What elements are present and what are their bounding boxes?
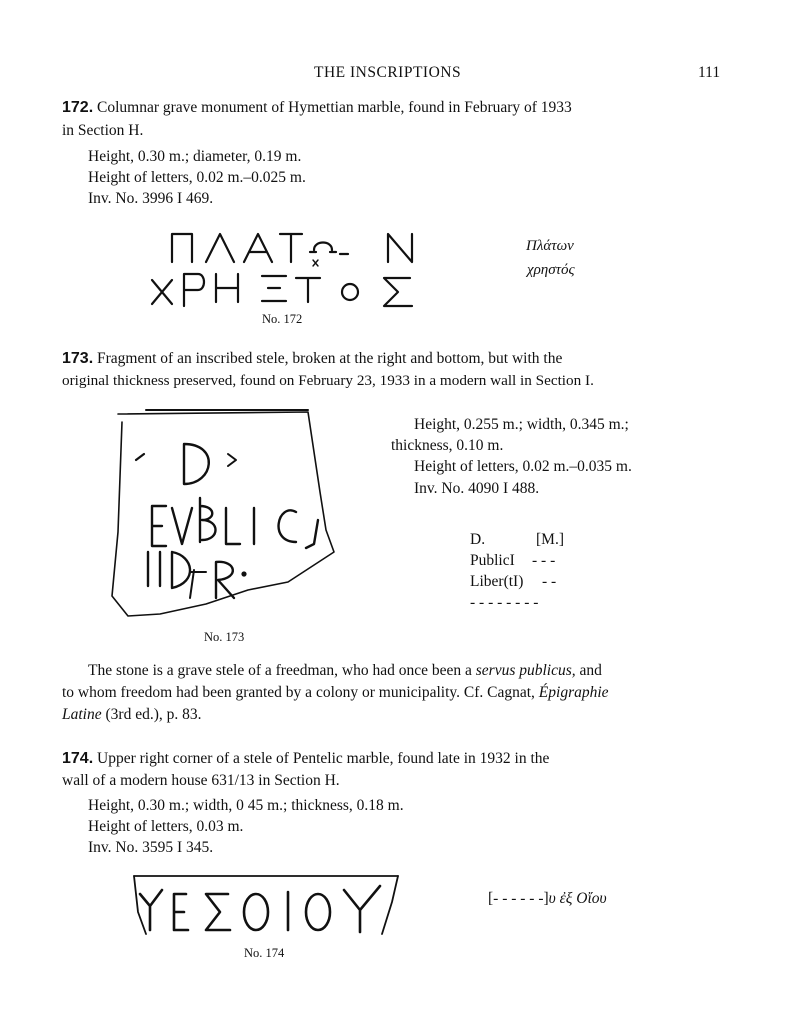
transcription-173-row3-a: Liber(tI) <box>470 573 524 590</box>
transcription-173-row2-b: - - - <box>532 552 556 569</box>
page-number: 111 <box>698 64 721 81</box>
entry-173-letter-height: Height of letters, 0.02 m.–0.035 m. <box>414 458 632 475</box>
entry-172-desc-line2: in Section H. <box>62 122 144 139</box>
comment-line1-italic: servus publicus, <box>475 662 576 679</box>
entry-173-dims-line1: Height, 0.255 m.; width, 0.345 m.; <box>414 416 629 433</box>
comment-line1-post: and <box>579 662 602 679</box>
entry-174-letter-height: Height of letters, 0.03 m. <box>88 818 244 835</box>
entry-172-description <box>62 97 724 119</box>
entry-174-inventory: Inv. No. 3595 I 345. <box>88 839 214 856</box>
entry-172-height: Height, 0.30 m.; diameter, 0.19 m. <box>88 148 302 165</box>
entry-173-inventory: Inv. No. 4090 I 488. <box>414 480 540 497</box>
entry-number-173: 173. <box>62 350 94 367</box>
entry-173-desc-line1: Fragment of an inscribed stele, broken at the right and bottom, but with the <box>97 350 563 367</box>
entry-172-transcription-line1: Πλάτων <box>526 238 574 254</box>
running-title: THE INSCRIPTIONS <box>314 64 462 81</box>
comment-line2-italic: Épigraphie <box>538 684 609 701</box>
entry-174-desc-line2: wall of a modern house 631/13 in Section H. <box>62 772 340 789</box>
entry-173-comment-line2 <box>62 682 609 703</box>
transcription-173-row1-a: D. <box>470 531 486 548</box>
transcription-173-row2-a: PublicI <box>470 552 515 569</box>
entry-173-comment-line3 <box>62 704 202 725</box>
entry-172-inventory: Inv. No. 3996 I 469. <box>88 190 214 207</box>
comment-line3-post: (3rd ed.), p. 83. <box>105 706 202 723</box>
inscription-drawing-174 <box>128 872 404 938</box>
entry-172-letter-height: Height of letters, 0.02 m.–0.025 m. <box>88 169 306 186</box>
entry-173-comment-line1 <box>88 660 602 681</box>
comment-line3-italic: Latine <box>62 706 102 723</box>
entry-173-desc-line2: original thickness preserved, found on February 23, 1933 in a modern wall in Section I. <box>62 372 594 389</box>
figure-caption-172: No. 172 <box>262 312 303 326</box>
comment-line1-pre: The stone is a grave stele of a freedman, who had once been a <box>88 662 472 679</box>
entry-174-transcription <box>488 888 607 909</box>
entry-174-desc-line1: Upper right corner of a stele of Pentelic marble, found late in 1932 in the <box>97 750 550 767</box>
entry-number-174: 174. <box>62 750 94 767</box>
inscription-drawing-172 <box>140 222 430 312</box>
transcription-173-row3-b: - - <box>542 573 557 590</box>
entry-174-dims: Height, 0.30 m.; width, 0 45 m.; thickness, 0.18 m. <box>88 797 404 814</box>
transcription-173-row1-b: [M.] <box>536 531 564 548</box>
figure-caption-173: No. 173 <box>204 630 245 644</box>
transcription-173-row4-a: - - - - - - - - <box>470 594 539 611</box>
entry-172-desc-line1: Columnar grave monument of Hymettian marble, found in February of 1933 <box>97 99 572 116</box>
transcription-174-text: υ ἐξ Οἴου <box>548 890 607 907</box>
inscription-drawing-173 <box>108 402 348 624</box>
entry-173-dims-line2: thickness, 0.10 m. <box>391 437 504 454</box>
entry-number-172: 172. <box>62 99 94 116</box>
entry-173-description <box>62 348 724 370</box>
entry-172-transcription-line2: χρηστός <box>527 262 575 278</box>
comment-line2-pre: to whom freedom had been granted by a colony or municipality. Cf. Cagnat, <box>62 684 535 701</box>
transcription-174-restored: [- - - - - -] <box>488 890 549 907</box>
entry-173-transcription <box>470 531 590 621</box>
figure-caption-174: No. 174 <box>244 946 285 960</box>
entry-174-description <box>62 748 724 770</box>
